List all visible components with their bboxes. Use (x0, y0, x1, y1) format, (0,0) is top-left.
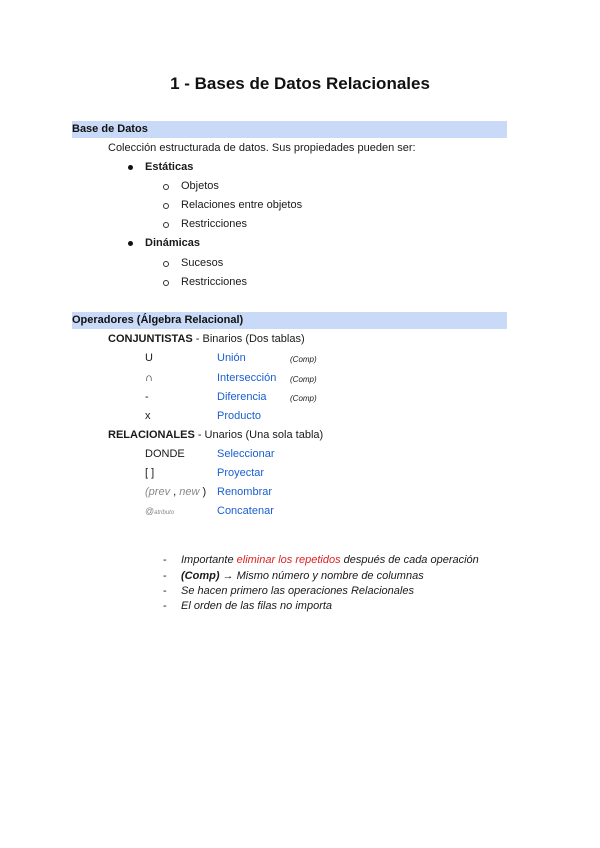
op-symbol: DONDE (145, 448, 185, 460)
list-item: Restricciones (181, 276, 248, 288)
group-label-estaticas: Estáticas (145, 161, 194, 173)
op-symbol: @ (145, 506, 155, 516)
op-name-proyectar[interactable]: Proyectar (217, 467, 265, 479)
relacionales-desc: - Unarios (Una sola tabla) (194, 429, 324, 441)
list-item: Sucesos (181, 257, 224, 269)
note-1-highlight: eliminar los repetidos (236, 554, 341, 566)
bullet-ring-icon (163, 184, 169, 190)
op-name-seleccionar[interactable]: Seleccionar (217, 448, 275, 460)
op-symbol: - (145, 391, 149, 403)
note-2-rest: → Mismo número y nombre de columnas (219, 570, 424, 582)
bullet-dot-icon (128, 241, 133, 246)
dash-icon: - (163, 554, 167, 566)
section-heading-base-de-datos: Base de Datos (72, 121, 507, 138)
relacionales-title: RELACIONALES (108, 429, 195, 441)
bullet-ring-icon (163, 261, 169, 267)
section1-intro: Colección estructurada de datos. Sus propiedades pueden ser: (108, 142, 416, 154)
conjuntistas-desc: - Binarios (Dos tablas) (192, 333, 305, 345)
list-item: Restricciones (181, 218, 248, 230)
op-symbol-open: ( (145, 486, 149, 498)
note-2 (181, 569, 424, 583)
page-title: 1 - Bases de Datos Relacionales (170, 74, 430, 93)
comp-note: (Comp) (290, 394, 317, 403)
op-symbol: ∩ (145, 372, 153, 384)
op-symbol-renombrar (145, 485, 206, 499)
op-name-concatenar[interactable]: Concatenar (217, 505, 274, 517)
note-4: El orden de las filas no importa (181, 600, 333, 612)
op-symbol-close: ) (199, 486, 207, 498)
bullet-dot-icon (128, 165, 133, 170)
op-name-diferencia[interactable]: Diferencia (217, 391, 267, 403)
op-name-renombrar[interactable]: Renombrar (217, 486, 273, 498)
op-symbol-concatenar (145, 504, 174, 520)
group-label-dinamicas: Dinámicas (145, 237, 201, 249)
note-1-post: después de cada operación (340, 554, 479, 566)
op-symbol-sep: , (170, 486, 180, 498)
comp-note: (Comp) (290, 355, 317, 364)
note-1 (181, 553, 479, 567)
section-heading-operadores: Operadores (Álgebra Relacional) (72, 312, 507, 329)
dash-icon: - (163, 570, 167, 582)
op-symbol-new: new (179, 486, 200, 498)
comp-note: (Comp) (290, 375, 317, 384)
op-symbol-sub: atributo (154, 510, 175, 516)
list-item: Objetos (181, 180, 219, 192)
op-symbol: [ ] (145, 467, 155, 479)
bullet-ring-icon (163, 280, 169, 286)
note-1-pre: Importante (181, 554, 237, 566)
op-symbol: U (145, 352, 153, 364)
bullet-ring-icon (163, 203, 169, 209)
op-symbol-prev: prev (148, 486, 171, 498)
op-symbol: x (145, 410, 151, 422)
op-name-union[interactable]: Unión (217, 352, 246, 364)
dash-icon: - (163, 600, 167, 612)
note-3: Se hacen primero las operaciones Relacionales (181, 585, 414, 597)
dash-icon: - (163, 585, 167, 597)
op-name-interseccion[interactable]: Intersección (217, 372, 277, 384)
conjuntistas-title: CONJUNTISTAS (108, 333, 193, 345)
relacionales-heading (108, 428, 323, 442)
bullet-ring-icon (163, 222, 169, 228)
op-name-producto[interactable]: Producto (217, 410, 262, 422)
conjuntistas-heading (108, 332, 305, 346)
note-2-bold: (Comp) (181, 570, 220, 582)
list-item: Relaciones entre objetos (181, 199, 303, 211)
